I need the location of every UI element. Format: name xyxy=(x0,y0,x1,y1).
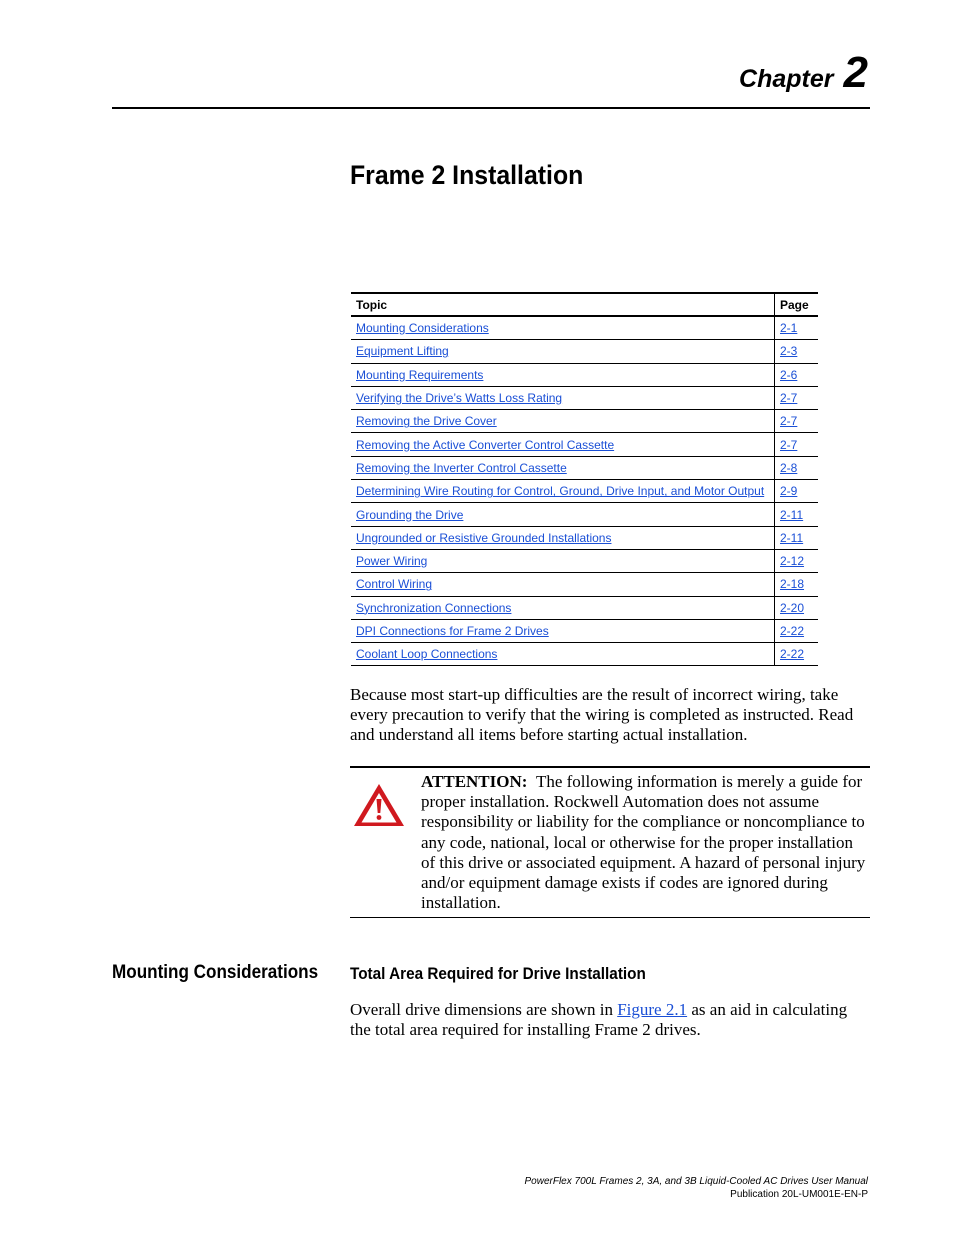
figure-link[interactable]: Figure 2.1 xyxy=(617,1000,688,1019)
toc-topic-link[interactable]: Synchronization Connections xyxy=(356,600,512,615)
toc-page-link[interactable]: 2-6 xyxy=(780,367,798,382)
toc-row xyxy=(351,316,818,340)
toc-row xyxy=(351,596,818,619)
toc-topic-link[interactable]: Removing the Drive Cover xyxy=(356,414,497,429)
toc-row xyxy=(351,643,818,666)
chapter-word: Chapter xyxy=(739,65,834,93)
toc-row xyxy=(351,526,818,549)
toc-page-link[interactable]: 2-7 xyxy=(780,414,798,429)
dimensions-text-after: as an aid in calculating the total area required for installing Frame 2 drives. xyxy=(350,1000,848,1040)
toc-topic-link[interactable]: Coolant Loop Connections xyxy=(356,647,498,662)
toc-row xyxy=(351,503,818,526)
section-heading: Mounting Considerations xyxy=(112,962,319,983)
toc-topic-link[interactable]: Removing the Inverter Control Cassette xyxy=(356,460,567,475)
toc-row xyxy=(351,456,818,479)
toc-topic-link[interactable]: Ungrounded or Resistive Grounded Installations xyxy=(356,530,612,545)
toc-topic-link[interactable]: Mounting Requirements xyxy=(356,367,484,382)
toc-topic-link[interactable]: Equipment Lifting xyxy=(356,344,449,359)
toc-topic-link[interactable]: Power Wiring xyxy=(356,554,428,569)
attention-label: ATTENTION: xyxy=(421,772,528,791)
toc-page-link[interactable]: 2-7 xyxy=(780,437,798,452)
toc-topic-link[interactable]: Verifying the Drive’s Watts Loss Rating xyxy=(356,391,563,406)
attention-text xyxy=(421,772,871,913)
toc-page-link[interactable]: 2-8 xyxy=(780,460,798,475)
footer-manual-title: PowerFlex 700L Frames 2, 3A, and 3B Liquid-Cooled AC Drives User Manual xyxy=(524,1176,868,1187)
toc-page-link[interactable]: 2-20 xyxy=(780,600,805,615)
toc-row xyxy=(351,386,818,409)
chapter-header xyxy=(739,48,868,98)
toc-page-link[interactable]: 2-11 xyxy=(780,530,804,545)
subsection-heading: Total Area Required for Drive Installation xyxy=(350,964,646,983)
toc-page-link[interactable]: 2-18 xyxy=(780,577,805,592)
footer xyxy=(525,1175,869,1201)
toc-page-link[interactable]: 2-11 xyxy=(780,507,804,522)
toc-topic-link[interactable]: Mounting Considerations xyxy=(356,321,489,336)
toc-topic-link[interactable]: Determining Wire Routing for Control, Ground, Drive Input, and Motor Output xyxy=(356,484,765,499)
toc-header-row xyxy=(351,293,818,316)
toc-header-page: Page xyxy=(775,293,819,316)
footer-publication: Publication 20L-UM001E-EN-P xyxy=(730,1189,868,1200)
toc-page-link[interactable]: 2-12 xyxy=(780,554,805,569)
toc-page-link[interactable]: 2-22 xyxy=(780,647,805,662)
toc-topic-link[interactable]: Grounding the Drive xyxy=(356,507,464,522)
toc-page-link[interactable]: 2-22 xyxy=(780,624,805,638)
dimensions-paragraph xyxy=(350,1000,870,1040)
chapter-rule xyxy=(112,107,870,109)
toc-row xyxy=(351,363,818,386)
intro-paragraph: Because most start-up difficulties are the result of incorrect wiring, take every precaution to verify that the wiring is completed as instructed. Read and understand all items before starting actual installation. xyxy=(350,685,854,745)
toc-row xyxy=(351,340,818,363)
toc-topic-link[interactable]: DPI Connections for Frame 2 Drives xyxy=(356,624,549,638)
toc-table xyxy=(351,292,818,666)
toc-topic-link[interactable]: Removing the Active Converter Control Cassette xyxy=(356,437,615,452)
toc-row xyxy=(351,480,818,503)
attention-top-rule xyxy=(350,766,870,768)
chapter-number: 2 xyxy=(843,48,868,97)
dimensions-text-before: Overall drive dimensions are shown in xyxy=(350,1000,618,1019)
page-title: Frame 2 Installation xyxy=(350,160,584,190)
toc-page-link[interactable]: 2-7 xyxy=(780,391,798,406)
warning-triangle-icon xyxy=(352,782,406,828)
toc-row xyxy=(351,619,818,642)
toc-page-link[interactable]: 2-3 xyxy=(780,344,798,359)
toc-row xyxy=(351,410,818,433)
toc-row xyxy=(351,549,818,572)
toc-page-link[interactable]: 2-9 xyxy=(780,484,798,499)
attention-bottom-rule xyxy=(350,917,870,918)
toc-row xyxy=(351,573,818,596)
toc-header-topic: Topic xyxy=(351,293,775,316)
toc-topic-link[interactable]: Control Wiring xyxy=(356,577,433,592)
toc-page-link[interactable]: 2-1 xyxy=(780,321,798,336)
attention-body: The following information is merely a guide for proper installation. Rockwell Automation does not assume responsibility or liability for the compliance or noncompliance to any code, national, local or otherwise for the proper installation of this drive or associated equipment. A hazard of personal injury and/or equipment damage exists if codes are ignored during installation. xyxy=(421,772,866,913)
toc-row xyxy=(351,433,818,456)
